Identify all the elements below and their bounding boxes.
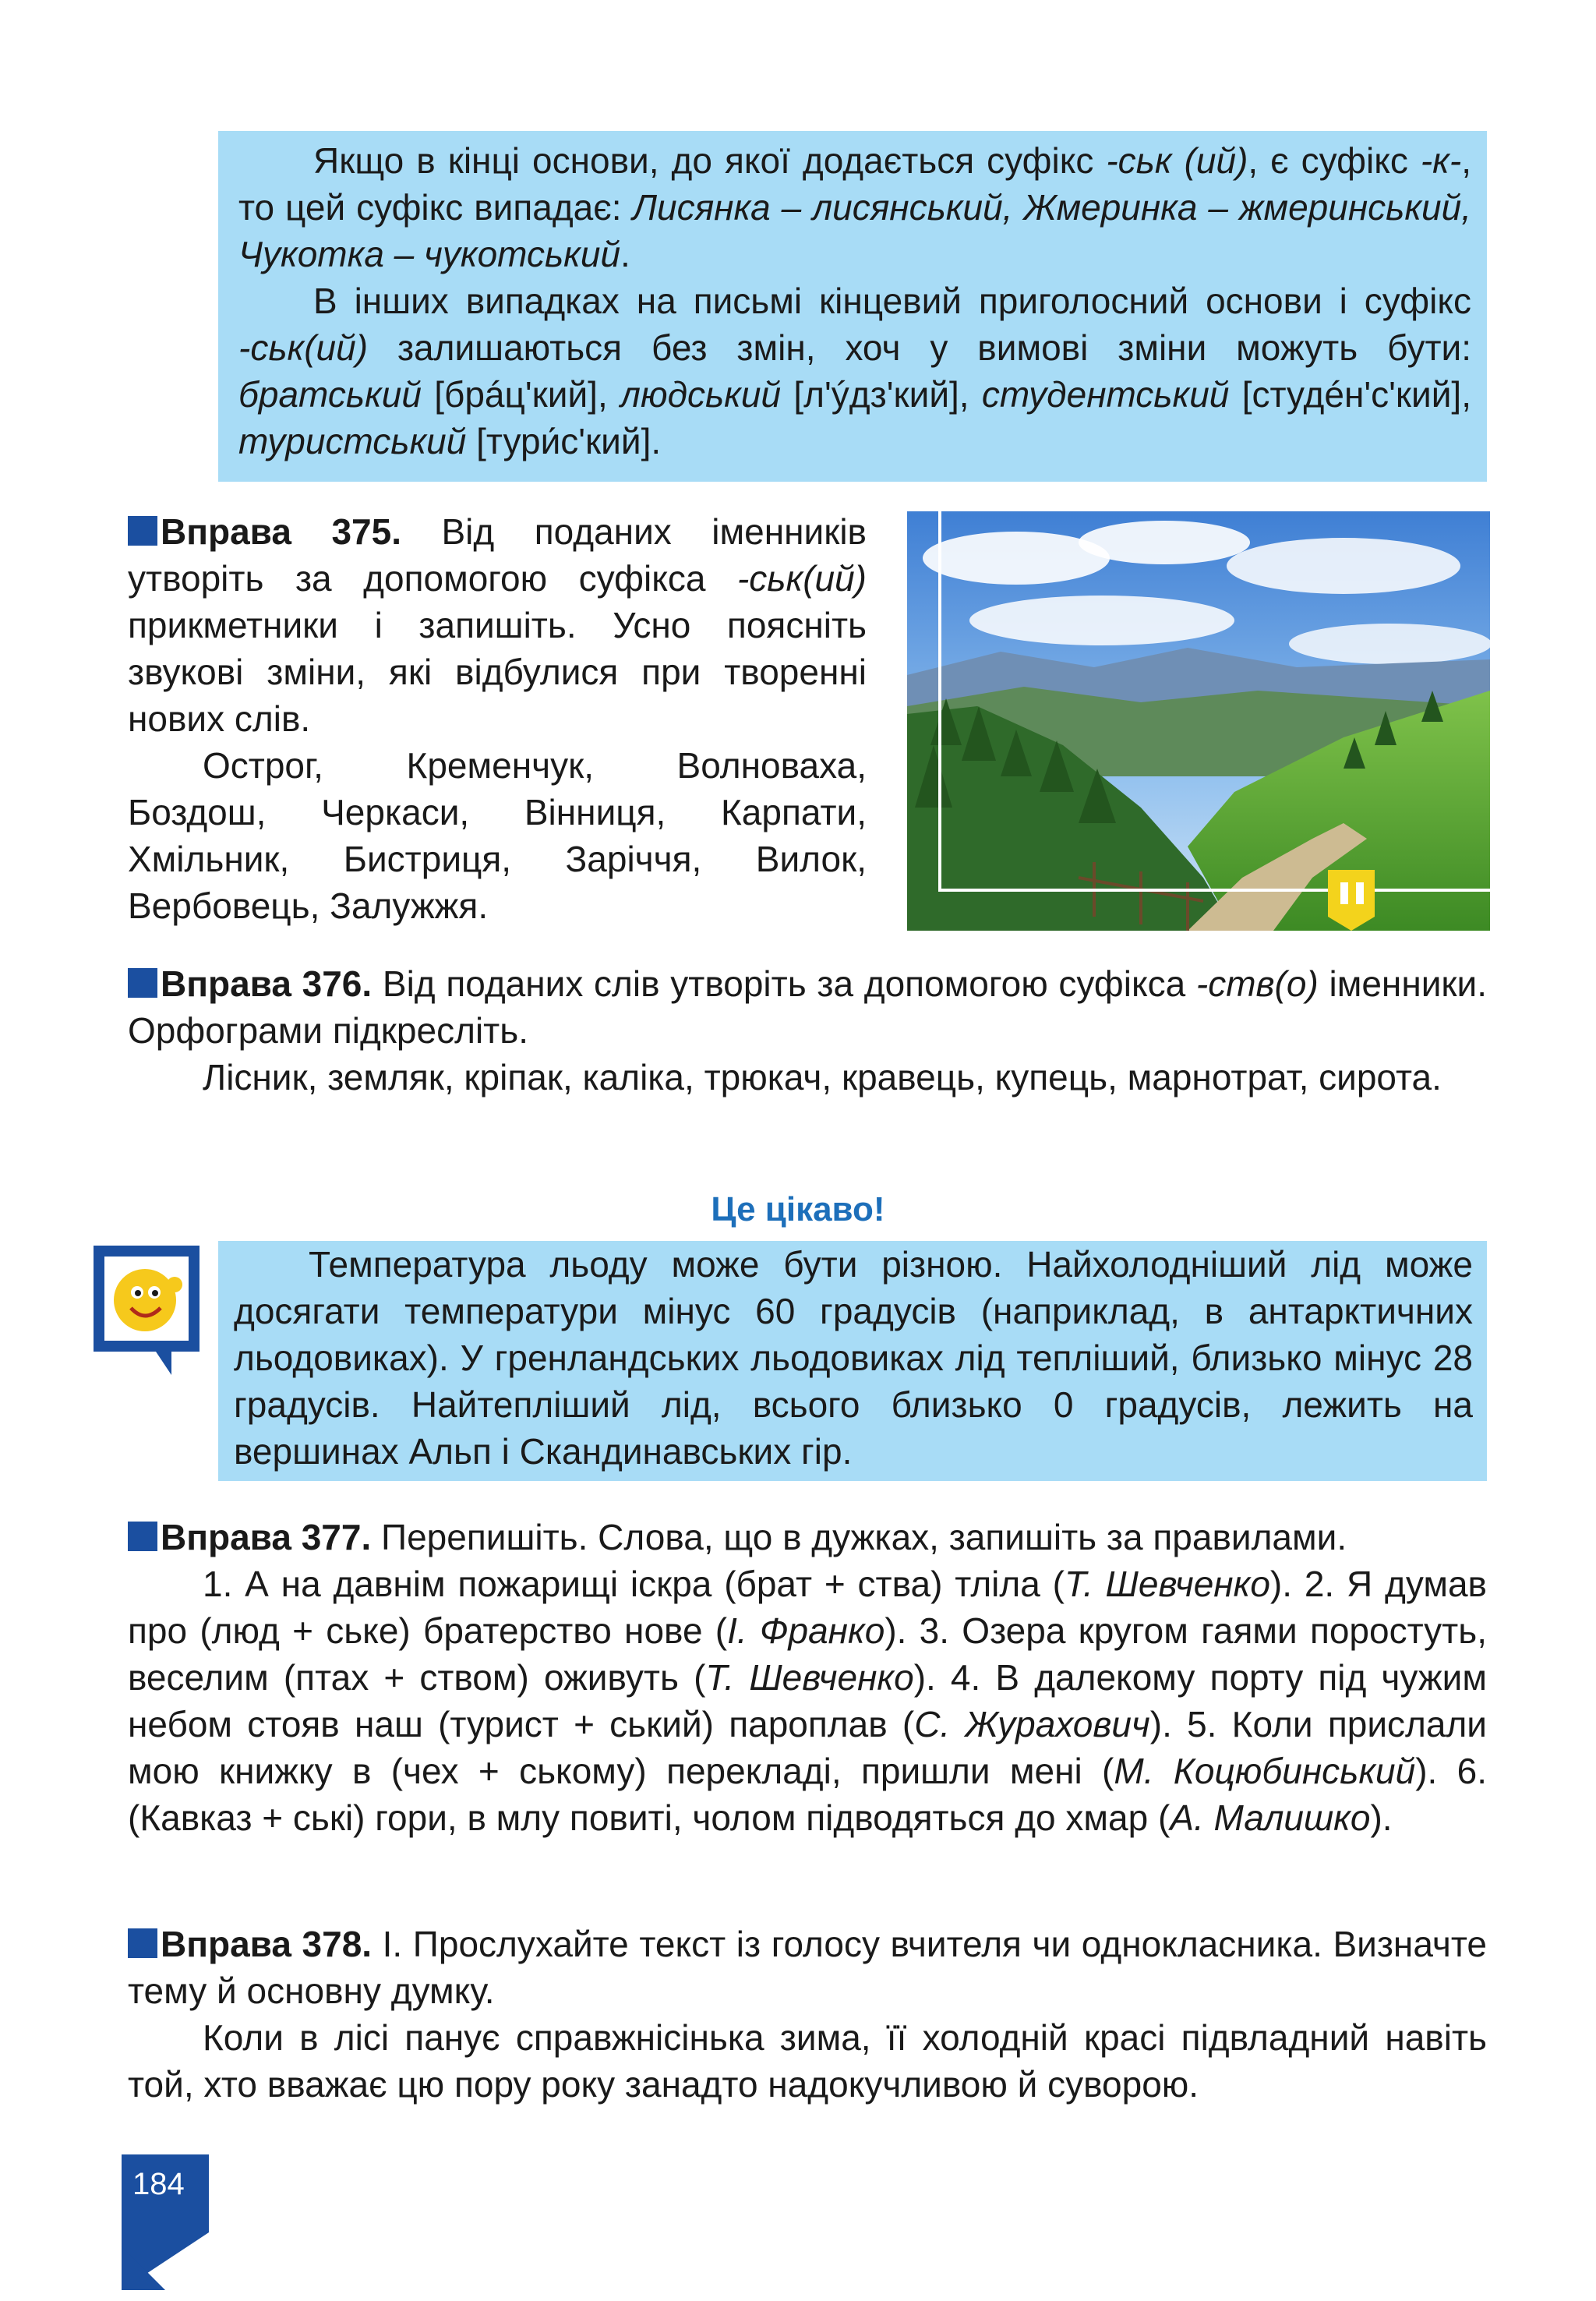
rule-text: залишаються без змін, хоч у вимові зміни можуть бути: [368, 327, 1471, 368]
rule-word: людський [620, 374, 782, 415]
exercise-text: І. Прослухайте текст із голосу вчителя чи однокласника. Визначте тему й основну думку. [128, 1924, 1487, 2011]
rule-word: туристський [238, 421, 467, 461]
rule-text: Якщо в кінці основи, до якої додається суфікс [313, 140, 1107, 181]
sentence-author: І. Франко [727, 1610, 885, 1651]
sentence-text: ). 5. Коли прислали мою книжку в (чех + ському) перекладі, пришли мені ( [128, 1704, 1487, 1791]
interesting-fact-box [218, 1241, 1487, 1481]
interesting-fact-text: Температура льоду може бути різною. Найхолодніший лід може досягати температури мінус 60 градусів (наприклад, в антарктичних льодовиках). У гренландських льодовиках лід тепліший, близько мінус 28 градусів. Найтепліший лід, всього близько 0 градусів, лежить на вершинах Альп і Скандинавських гір. [234, 1244, 1473, 1472]
rule-box [218, 131, 1487, 482]
exercise-text: Від поданих слів утворіть за допомогою суфікса [372, 963, 1196, 1004]
sentence-author: М. Коцюбинський [1114, 1751, 1416, 1791]
interesting-heading: Це цікаво! [711, 1190, 885, 1228]
rule-text: , є суфікс [1248, 140, 1421, 181]
rule-text: В інших випадках на письмі кінцевий приголосний основи і суфікс [313, 281, 1471, 321]
rule-suffix-k: -к- [1420, 140, 1462, 181]
sentence-text: ). [1370, 1797, 1393, 1838]
exercise-label: Вправа 378. [161, 1924, 373, 1964]
rule-paragraph-1 [238, 137, 1471, 277]
exercise-375-words: Острог, Кременчук, Волноваха, Боздош, Черкаси, Вінниця, Карпати, Хмільник, Бистриця, Заріччя, Вилок, Вербовець, Залужжя. [128, 745, 867, 926]
exercise-377-sentences [128, 1561, 1487, 1841]
sentence-text: ). 3. Озера кругом гаями поростуть, веселим (птах + ством) оживуть ( [128, 1610, 1487, 1698]
rule-transcription: [студéн'с'кий], [1229, 374, 1471, 415]
sentence-text: ). 6. (Кавказ + ські) гори, в млу повиті, чолом підводяться до хмар ( [128, 1751, 1488, 1838]
exercise-text: Від поданих іменників утворіть за допомогою суфікса [128, 511, 867, 599]
exercise-label: Вправа 376. [161, 963, 373, 1004]
rule-word: братський [238, 374, 422, 415]
exercise-375-task [128, 508, 867, 742]
sentence-author: А. Малишко [1170, 1797, 1371, 1838]
smiley-icon [94, 1246, 200, 1378]
landscape-illustration [907, 511, 1490, 931]
rule-suffix: -ськ(ий) [238, 327, 369, 368]
sentence-text: ). 2. Я думав про (люд + ське) братерство нове ( [128, 1564, 1487, 1651]
exercise-text: Перепишіть. Слова, що в дужках, запишіть за правилами. [371, 1517, 1347, 1557]
exercise-label: Вправа 375. [161, 511, 401, 552]
exercise-label: Вправа 377. [161, 1517, 372, 1557]
exercise-376 [128, 960, 1487, 1101]
rule-text: . [620, 234, 630, 274]
exercise-375 [128, 508, 867, 929]
sentence-text: 1. А на давнім пожарищі іскра (брат + ства) тліла ( [203, 1564, 1065, 1604]
exercise-378 [128, 1921, 1487, 2108]
rule-examples: Лисянка – лисянський, Жмеринка – жмеринський, Чукотка – чукотський [238, 187, 1472, 274]
rule-transcription: [брáц'кий], [421, 374, 621, 415]
exercise-bullet-icon [128, 968, 157, 998]
exercise-377 [128, 1514, 1487, 1841]
exercise-377-task [128, 1514, 1487, 1561]
exercise-378-text: Коли в лісі панує справжнісінька зима, її холодній красі підвладний навіть той, хто вважає цю пору року занадто надокучливою й суворою. [128, 2017, 1487, 2105]
exercise-bullet-icon [128, 1522, 157, 1551]
rule-suffix: -ськ (ий) [1106, 140, 1248, 181]
exercise-text: прикметники і запишіть. Усно поясніть звукові зміни, які відбулися при творенні нових слів. [128, 605, 867, 739]
rule-paragraph-2 [238, 277, 1471, 465]
exercise-bullet-icon [128, 1928, 157, 1958]
exercise-376-task [128, 960, 1487, 1054]
exercise-378-task [128, 1921, 1487, 2014]
sentence-author: Т. Шевченко [1064, 1564, 1270, 1604]
exercise-suffix: -ськ(ий) [736, 558, 867, 599]
rule-transcription: [л'ýдз'кий], [781, 374, 982, 415]
rule-transcription: [тури́с'кий]. [466, 421, 662, 461]
sentence-author: Т. Шевченко [705, 1657, 914, 1698]
rule-word: студентський [981, 374, 1230, 415]
exercise-suffix: -ств(о) [1195, 963, 1319, 1004]
page-number: 184 [132, 2167, 185, 2201]
mountain-landscape-photo [907, 511, 1490, 931]
exercise-376-words: Лісник, земляк, кріпак, каліка, трюкач, кравець, купець, марнотрат, сирота. [203, 1057, 1442, 1097]
rule-text: , то цей суфікс випадає: [238, 140, 1471, 228]
sentence-text: ). 4. В далекому порту під чужим небом стояв наш (турист + ський) пароплав ( [128, 1657, 1487, 1744]
exercise-bullet-icon [128, 516, 157, 546]
sentence-author: С. Журахович [914, 1704, 1150, 1744]
exercise-text: іменники. Орфограми підкресліть. [128, 963, 1488, 1051]
